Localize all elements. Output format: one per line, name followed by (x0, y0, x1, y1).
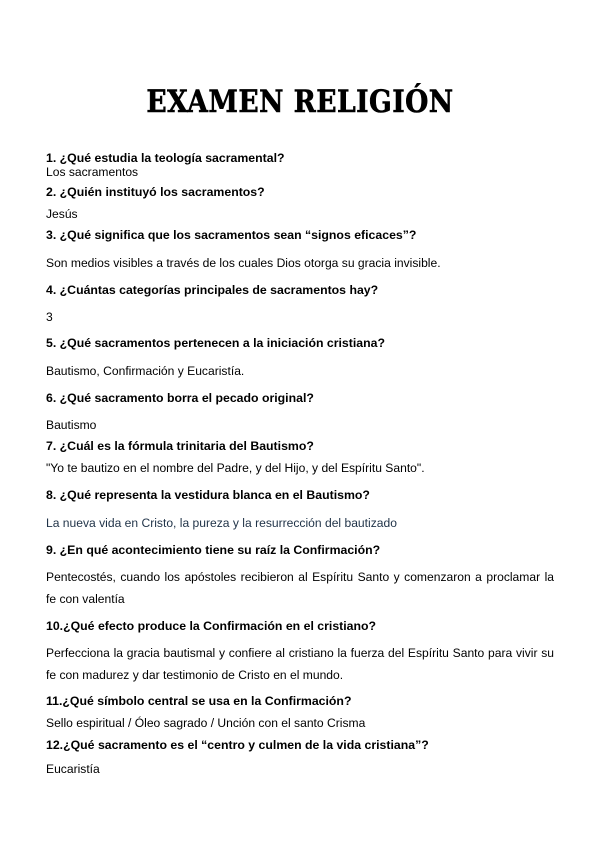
answer-8: La nueva vida en Cristo, la pureza y la resurrección del bautizado (46, 516, 397, 530)
answer-3: Son medios visibles a través de los cuales Dios otorga su gracia invisible. (46, 256, 441, 270)
answer-6: Bautismo (46, 418, 97, 432)
answer-5: Bautismo, Confirmación y Eucaristía. (46, 364, 245, 378)
answer-1: Los sacramentos (46, 165, 139, 179)
answer-11: Sello espiritual / Óleo sagrado / Unción con el santo Crisma (46, 716, 366, 730)
answer-12: Eucaristía (46, 762, 100, 776)
question-9: 9. ¿En qué acontecimiento tiene su raíz la Confirmación? (46, 543, 381, 557)
question-11: 11.¿Qué símbolo central se usa en la Confirmación? (46, 694, 352, 708)
question-1: 1. ¿Qué estudia la teología sacramental? (46, 151, 285, 165)
question-4: 4. ¿Cuántas categorías principales de sacramentos hay? (46, 283, 379, 297)
page-title: EXAMEN RELIGIÓN (146, 84, 454, 120)
answer-2: Jesús (46, 207, 78, 221)
question-2: 2. ¿Quién instituyó los sacramentos? (46, 185, 265, 199)
question-10: 10.¿Qué efecto produce la Confirmación en el cristiano? (46, 619, 377, 633)
question-6: 6. ¿Qué sacramento borra el pecado original? (46, 391, 314, 405)
question-5: 5. ¿Qué sacramentos pertenecen a la iniciación cristiana? (46, 336, 385, 350)
answer-7: "Yo te bautizo en el nombre del Padre, y del Hijo, y del Espíritu Santo". (46, 461, 425, 475)
answer-4: 3 (46, 310, 53, 324)
question-3: 3. ¿Qué significa que los sacramentos sean “signos eficaces”? (46, 228, 417, 242)
answer-10: Perfecciona la gracia bautismal y confiere al cristiano la fuerza del Espíritu Santo para vivir su fe con madurez y dar testimonio de Cristo en el mundo. (46, 646, 554, 682)
question-7: 7. ¿Cuál es la fórmula trinitaria del Bautismo? (46, 439, 314, 453)
question-8: 8. ¿Qué representa la vestidura blanca en el Bautismo? (46, 488, 370, 502)
question-12: 12.¿Qué sacramento es el “centro y culmen de la vida cristiana”? (46, 738, 429, 752)
answer-9: Pentecostés, cuando los apóstoles recibieron al Espíritu Santo y comenzaron a proclamar la fe con valentía (46, 570, 554, 606)
